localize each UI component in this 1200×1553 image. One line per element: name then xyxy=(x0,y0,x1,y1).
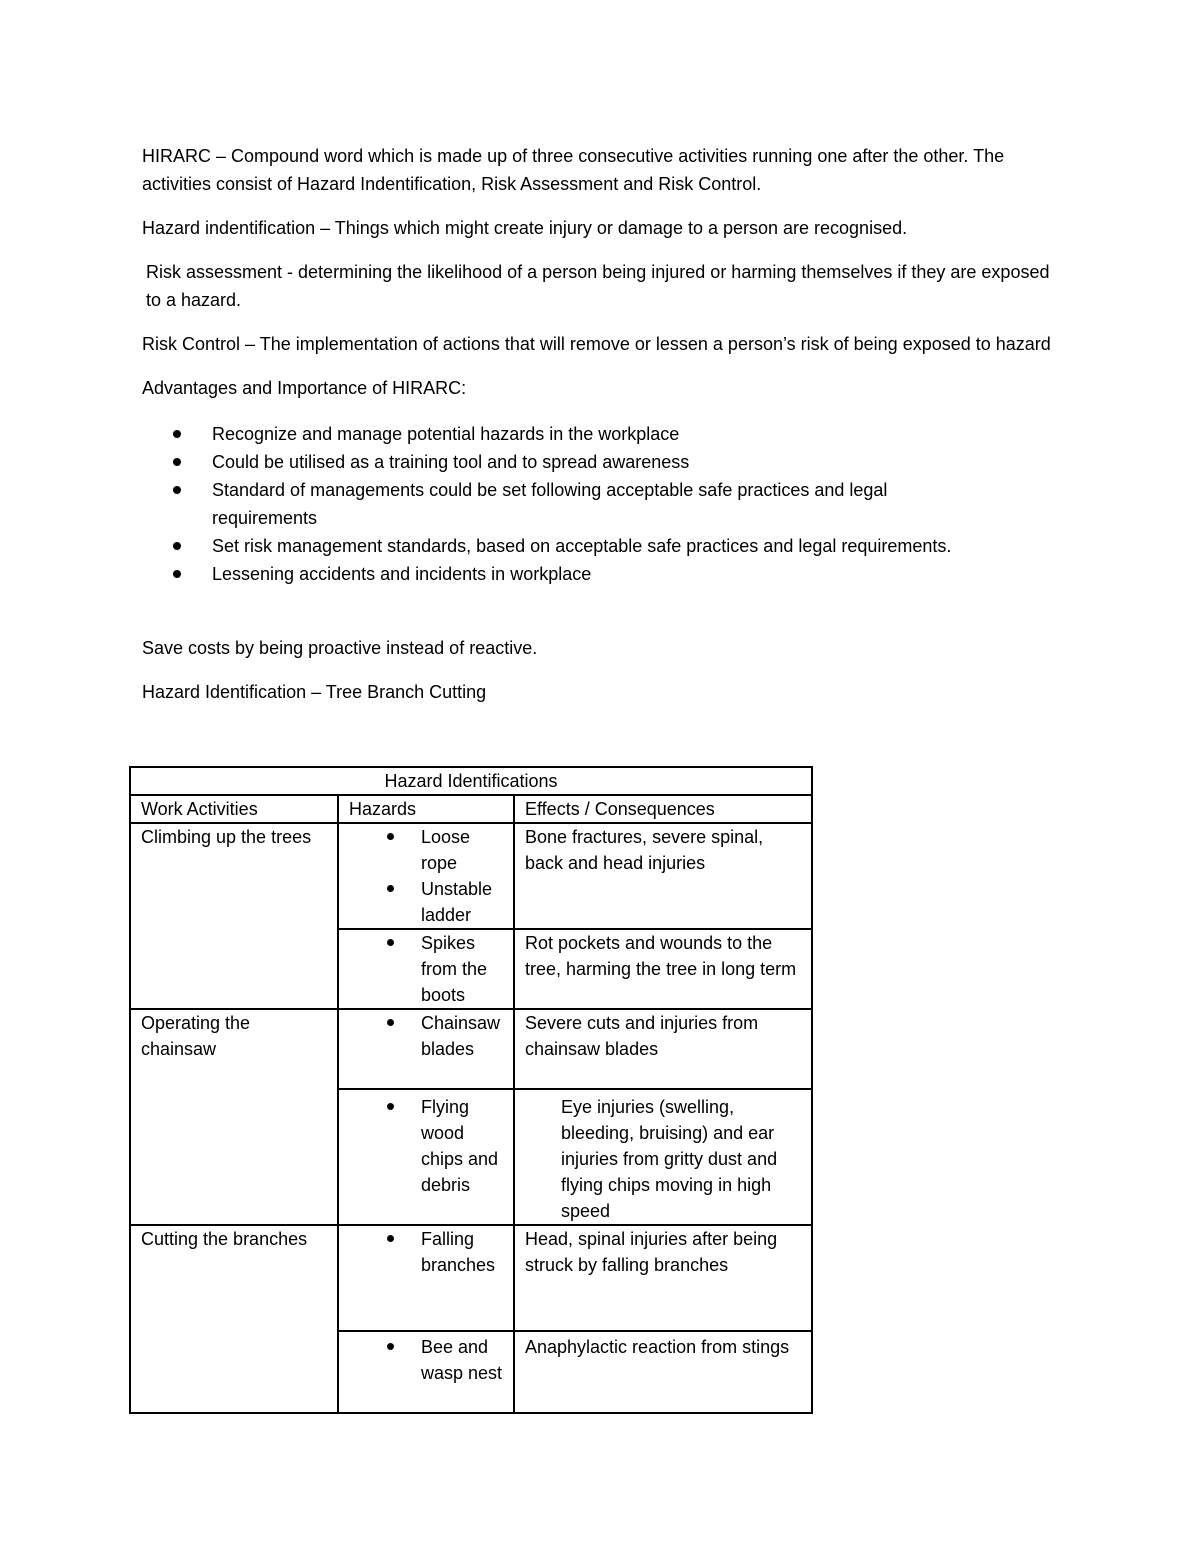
list-item: Recognize and manage potential hazards in the workplace xyxy=(142,420,1062,448)
activity-cell: Cutting the branches xyxy=(130,1225,338,1413)
risk-assessment-definition: Risk assessment - determining the likelihood of a person being injured or harming themselves if they are exposed to a hazard. xyxy=(146,262,1050,310)
hazard-item: Loose rope xyxy=(349,824,503,876)
bullet-icon xyxy=(387,1103,394,1110)
table-row xyxy=(130,823,812,929)
hazard-cell xyxy=(338,1089,514,1225)
bullet-icon xyxy=(173,542,181,550)
hazard-item: Falling branches xyxy=(349,1226,503,1278)
effect-cell: Severe cuts and injuries from chainsaw blades xyxy=(514,1009,812,1089)
hazard-item: Bee and wasp nest xyxy=(349,1334,503,1386)
advantages-list xyxy=(142,420,1062,588)
column-header: Work Activities xyxy=(130,795,338,823)
advantages-heading: Advantages and Importance of HIRARC: xyxy=(142,378,467,398)
effect-cell: Anaphylactic reaction from stings xyxy=(514,1331,812,1413)
list-item: Lessening accidents and incidents in workplace xyxy=(142,560,1062,588)
list-item: Could be utilised as a training tool and to spread awareness xyxy=(142,448,1062,476)
column-header: Hazards xyxy=(338,795,514,823)
bullet-icon xyxy=(387,833,394,840)
effect-cell: Eye injuries (swelling, bleeding, bruising) and ear injuries from gritty dust and flying chips moving in high speed xyxy=(514,1089,812,1225)
risk-control-definition: Risk Control – The implementation of actions that will remove or lessen a person’s risk of being exposed to hazard xyxy=(142,334,1051,354)
hazard-item: Spikes from the boots xyxy=(349,930,503,1008)
hazard-identification-definition: Hazard indentification – Things which might create injury or damage to a person are recognised. xyxy=(142,218,908,238)
hazard-item: Unstable ladder xyxy=(349,876,503,928)
effect-cell: Head, spinal injuries after being struck by falling branches xyxy=(514,1225,812,1331)
bullet-icon xyxy=(387,885,394,892)
hazard-cell xyxy=(338,1009,514,1089)
save-costs-text: Save costs by being proactive instead of reactive. xyxy=(142,638,538,658)
bullet-icon xyxy=(387,1343,394,1350)
bullet-icon xyxy=(173,458,181,466)
document-body xyxy=(142,142,1062,722)
table-row xyxy=(130,1225,812,1331)
list-item: Set risk management standards, based on acceptable safe practices and legal requirements. xyxy=(142,532,1062,560)
bullet-icon xyxy=(387,1235,394,1242)
bullet-icon xyxy=(173,570,181,578)
bullet-icon xyxy=(387,939,394,946)
bullet-icon xyxy=(387,1019,394,1026)
effect-cell: Rot pockets and wounds to the tree, harming the tree in long term xyxy=(514,929,812,1009)
hirarc-definition: HIRARC – Compound word which is made up of three consecutive activities running one after the other. The activities consist of Hazard Indentification, Risk Assessment and Risk Control. xyxy=(142,146,1005,194)
effect-cell: Bone fractures, severe spinal, back and head injuries xyxy=(514,823,812,929)
bullet-icon xyxy=(173,430,181,438)
activity-cell: Operating the chainsaw xyxy=(130,1009,338,1225)
table-row xyxy=(130,1009,812,1089)
hazard-cell xyxy=(338,929,514,1009)
hazard-table xyxy=(129,766,813,1414)
column-header: Effects / Consequences xyxy=(514,795,812,823)
hazard-cell xyxy=(338,1331,514,1413)
activity-cell: Climbing up the trees xyxy=(130,823,338,1009)
hazard-cell xyxy=(338,1225,514,1331)
hazard-cell xyxy=(338,823,514,929)
hazard-item: Flying wood chips and debris xyxy=(349,1094,503,1198)
table-caption: Hazard Identifications xyxy=(130,767,812,795)
table-title: Hazard Identification – Tree Branch Cutting xyxy=(142,682,487,702)
list-item: Standard of managements could be set following acceptable safe practices and legal requirements xyxy=(142,476,1062,532)
bullet-icon xyxy=(173,486,181,494)
hazard-item: Chainsaw blades xyxy=(349,1010,503,1062)
